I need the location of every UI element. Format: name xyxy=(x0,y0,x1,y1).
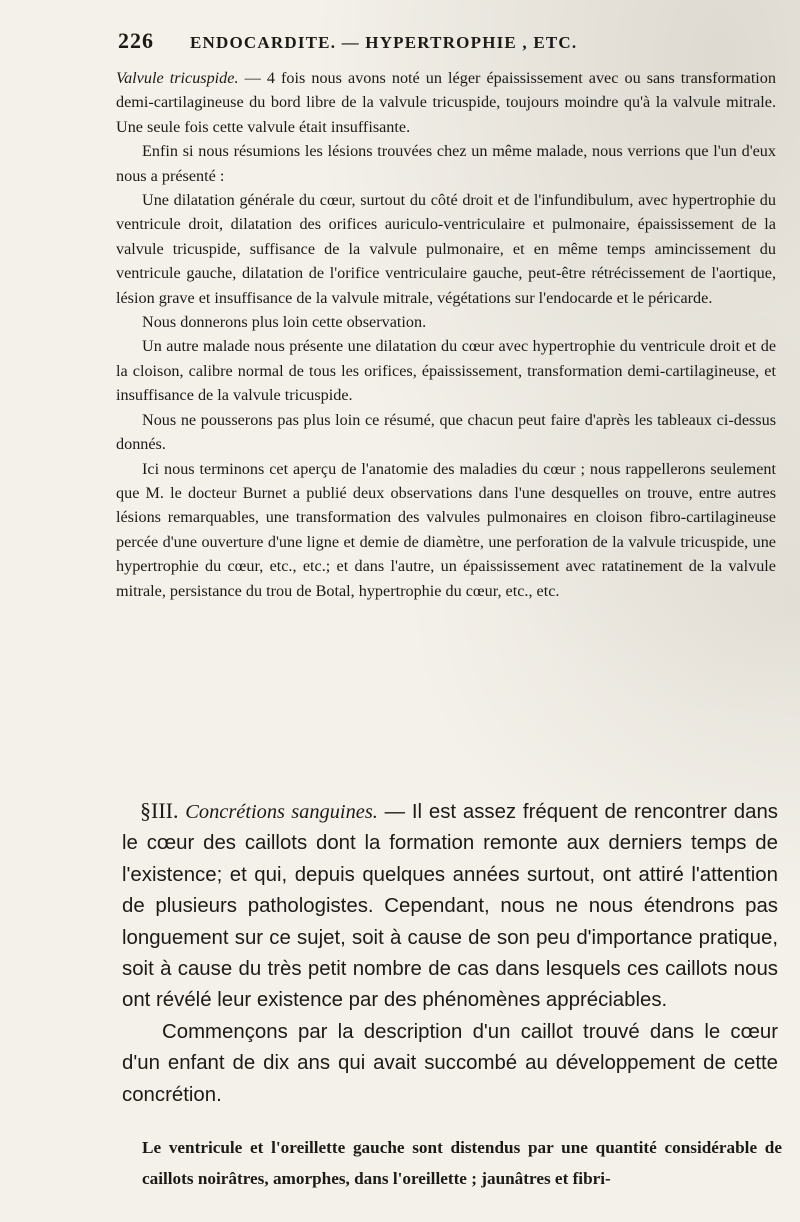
paragraph-burnet: Ici nous terminons cet aperçu de l'anatomie des maladies du cœur ; nous rappellerons seulement que M. le docteur Burnet a publié deux observations dans l'une desquelles on trouve, entre autres lésions remarquables, une transformation des valvules pulmonaires en cloison fibro-cartilagineuse percée d'une ouverture d'une ligne et demie de diamètre, une perforation de la valvule tricuspide, une hypertrophie du cœur, etc., etc.; et dans l'autre, un épaississement avec ratatinement de la valvule mitrale, persistance du trou de Botal, hypertrophie du cœur, etc., etc. xyxy=(116,459,776,600)
body-text xyxy=(116,66,776,603)
running-head: ENDOCARDITE. — HYPERTROPHIE , ETC. xyxy=(190,33,578,52)
paragraph-text: — 4 fois nous avons noté un léger épaississement avec ou sans transformation demi-cartilagineuse du bord libre de la valvule tricuspide, toujours moindre qu'à la valvule mitrale. Une seule fois cette valvule était insuffisante. xyxy=(116,69,776,136)
section-concretions xyxy=(122,795,778,1111)
page-number: 226 xyxy=(118,28,154,53)
page-header xyxy=(118,28,720,54)
paragraph-observation: Nous donnerons plus loin cette observation. xyxy=(142,313,427,332)
section-paragraph-2: Commençons par la description d'un caillot trouvé dans le cœur d'un enfant de dix ans qui avait succombé au développement de cette concrétion. xyxy=(122,1020,778,1106)
paragraph-lead: Valvule tricuspide. xyxy=(116,69,239,87)
section-number: §III. xyxy=(140,798,179,823)
final-paragraph-block xyxy=(142,1132,782,1194)
paragraph-tricuspide xyxy=(116,66,776,139)
section-title: Concrétions sanguines. xyxy=(185,801,378,823)
paragraph-resume-fin: Nous ne pousserons pas plus loin ce résumé, que chacun peut faire d'après les tableaux ci-dessus donnés. xyxy=(116,410,776,454)
final-paragraph: Le ventricule et l'oreillette gauche sont distendus par une quantité considérable de caillots noirâtres, amorphes, dans l'oreillette ; jaunâtres et fibri- xyxy=(142,1138,782,1188)
paragraph-resume: Enfin si nous résumions les lésions trouvées chez un même malade, nous verrions que l'un d'eux nous a présenté : xyxy=(116,142,776,185)
paragraph-autre-malade: Un autre malade nous présente une dilatation du cœur avec hypertrophie du ventricule droit et de la cloison, calibre normal de tous les orifices, épaississement, transformation demi-cartilagineuse, et insuffisance de la valvule tricuspide. xyxy=(116,337,776,405)
paragraph-dilatation: Une dilatation générale du cœur, surtout du côté droit et de l'infundibulum, avec hypertrophie du ventricule droit, dilatation des orifices auriculo-ventriculaire et pulmonaire, épaississement de la valvule tricuspide, suffisance de la valvule pulmonaire, et en même temps amincissement du ventricule gauche, dilatation de l'orifice ventriculaire gauche, peut-être rétrécissement de l'aortique, lésion grave et insuffisance de la valvule mitrale, végétations sur l'endocarde et le péricarde. xyxy=(116,191,776,307)
section-intro xyxy=(122,795,778,1017)
section-intro-text: — Il est assez fréquent de rencontrer dans le cœur des caillots dont la formation remonte aux derniers temps de l'existence; et qui, depuis quelques années surtout, ont attiré l'attention de plusieurs pathologistes. Cependant, nous ne nous étendrons pas longuement sur ce sujet, soit à cause de son peu d'importance pratique, soit à cause du très petit nombre de cas dans lesquels ces caillots nous ont révélé leur existence par des phénomènes appréciables. xyxy=(122,801,778,1012)
